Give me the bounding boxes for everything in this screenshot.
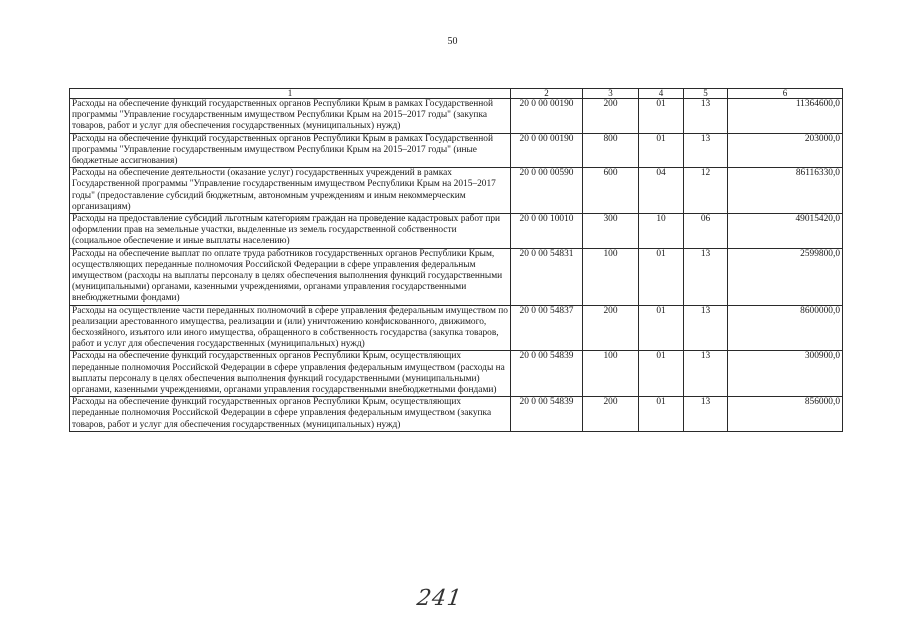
column-header: 2 xyxy=(511,89,583,99)
row-section: 01 xyxy=(639,248,684,305)
row-subsection: 06 xyxy=(684,214,728,249)
page-number: 50 xyxy=(447,36,458,47)
row-description: Расходы на осуществление части переданных полномочий в сфере управления федеральным имуществом по реализации арестованного имущества, реализации и (или) уничтожению конфискованного, движимого, бесхозяйного, изъятого или иного имущества, обращенного в собственность государства (закупка товаров, работ и услуг для обеспечения государственных (муниципальных) нужд) xyxy=(70,305,511,351)
table-row xyxy=(70,168,843,214)
row-section: 04 xyxy=(639,168,684,214)
row-target-code: 20 0 00 00190 xyxy=(511,99,583,134)
row-subsection: 13 xyxy=(684,248,728,305)
row-description: Расходы на предоставление субсидий льготным категориям граждан на проведение кадастровых работ при оформлении прав на земельные участки, выделенные из земель государственной собственности (социальное обеспечение и иные выплаты населению) xyxy=(70,214,511,249)
table-row xyxy=(70,214,843,249)
column-header: 4 xyxy=(639,89,684,99)
row-section: 01 xyxy=(639,305,684,351)
row-amount: 856000,0 xyxy=(728,397,843,432)
row-amount: 11364600,0 xyxy=(728,99,843,134)
row-expense-type: 200 xyxy=(583,397,639,432)
row-expense-type: 300 xyxy=(583,214,639,249)
row-target-code: 20 0 00 54837 xyxy=(511,305,583,351)
table-row xyxy=(70,133,843,168)
column-header: 5 xyxy=(684,89,728,99)
row-target-code: 20 0 00 54839 xyxy=(511,397,583,432)
row-expense-type: 200 xyxy=(583,99,639,134)
row-target-code: 20 0 00 54839 xyxy=(511,351,583,397)
budget-table xyxy=(69,88,843,432)
row-amount: 8600000,0 xyxy=(728,305,843,351)
row-subsection: 12 xyxy=(684,168,728,214)
table-row xyxy=(70,397,843,432)
row-subsection: 13 xyxy=(684,351,728,397)
row-description: Расходы на обеспечение функций государственных органов Республики Крым, осуществляющих переданные полномочия Российской Федерации в сфере управления федеральным имуществом (расходы на выплаты персоналу в целях обеспечения выполнения функций государственными (муниципальными) органами, казенными учреждениями, органами управления государственными внебюджетными фондами) xyxy=(70,351,511,397)
table-header-row xyxy=(70,89,843,99)
row-section: 10 xyxy=(639,214,684,249)
row-subsection: 13 xyxy=(684,305,728,351)
row-description: Расходы на обеспечение деятельности (оказание услуг) государственных учреждений в рамках Государственной программы "Управление государственным имуществом Республики Крым на 2015–2017 годы" (предоставление субсидий бюджетным, автономным учреждениям и иным некоммерческим организациям) xyxy=(70,168,511,214)
row-description: Расходы на обеспечение функций государственных органов Республики Крым, осуществляющих переданные полномочия Российской Федерации в сфере управления федеральным имуществом (закупка товаров, работ и услуг для обеспечения государственных (муниципальных) нужд) xyxy=(70,397,511,432)
row-expense-type: 100 xyxy=(583,351,639,397)
table-row xyxy=(70,305,843,351)
row-target-code: 20 0 00 00190 xyxy=(511,133,583,168)
row-section: 01 xyxy=(639,397,684,432)
column-header: 1 xyxy=(70,89,511,99)
row-section: 01 xyxy=(639,99,684,134)
row-description: Расходы на обеспечение функций государственных органов Республики Крым в рамках Государственной программы "Управление государственным имуществом Республики Крым на 2015–2017 годы" (закупка товаров, работ и услуг для обеспечения государственных (муниципальных) нужд) xyxy=(70,99,511,134)
row-amount: 2599800,0 xyxy=(728,248,843,305)
row-expense-type: 200 xyxy=(583,305,639,351)
row-section: 01 xyxy=(639,133,684,168)
row-section: 01 xyxy=(639,351,684,397)
row-description: Расходы на обеспечение выплат по оплате труда работников государственных органов Республики Крым, осуществляющих переданные полномочия Российской Федерации в сфере управления федеральным имуществом (расходы на выплаты персоналу в целях обеспечения выполнения функций государственными (муниципальными) органами, казенными учреждениями, органами управления государственными внебюджетными фондами) xyxy=(70,248,511,305)
row-subsection: 13 xyxy=(684,397,728,432)
row-subsection: 13 xyxy=(684,133,728,168)
table-row xyxy=(70,351,843,397)
column-header: 3 xyxy=(583,89,639,99)
row-subsection: 13 xyxy=(684,99,728,134)
handwritten-page-number: 241 xyxy=(415,586,464,611)
row-expense-type: 600 xyxy=(583,168,639,214)
row-description: Расходы на обеспечение функций государственных органов Республики Крым в рамках Государственной программы "Управление государственным имуществом Республики Крым на 2015–2017 годы" (иные бюджетные ассигнования) xyxy=(70,133,511,168)
row-amount: 203000,0 xyxy=(728,133,843,168)
row-amount: 49015420,0 xyxy=(728,214,843,249)
row-expense-type: 800 xyxy=(583,133,639,168)
table-row xyxy=(70,248,843,305)
row-expense-type: 100 xyxy=(583,248,639,305)
table-row xyxy=(70,99,843,134)
row-amount: 86116330,0 xyxy=(728,168,843,214)
row-target-code: 20 0 00 00590 xyxy=(511,168,583,214)
row-target-code: 20 0 00 10010 xyxy=(511,214,583,249)
row-target-code: 20 0 00 54831 xyxy=(511,248,583,305)
row-amount: 300900,0 xyxy=(728,351,843,397)
column-header: 6 xyxy=(728,89,843,99)
